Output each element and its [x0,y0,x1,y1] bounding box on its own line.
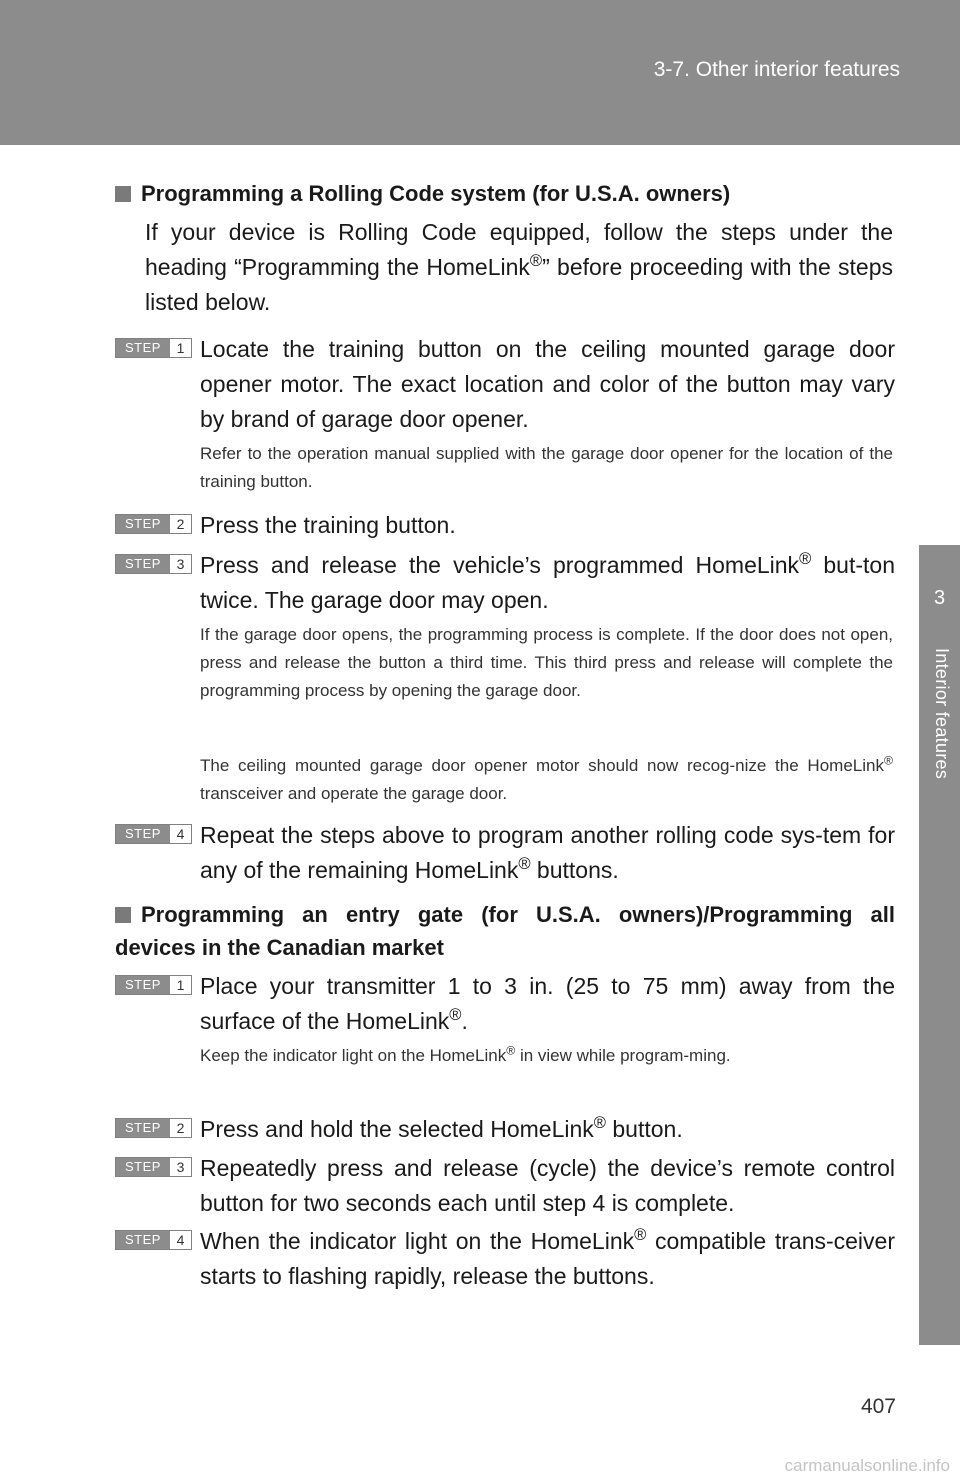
step-item [115,332,895,437]
step-text: Press the training button. [200,512,456,538]
step-badge: STEP 4 [115,1230,192,1250]
step-text: Press and hold the selected HomeLink® button. [200,1112,683,1142]
step-text: Locate the training button on the ceiling mounted garage door opener motor. The exact location and color of the button may vary by brand of garage door opener. [200,336,895,432]
section-heading-rolling-code: Programming a Rolling Code system (for U.S.A. owners) [115,177,895,210]
step-badge: STEP 3 [115,1157,192,1177]
step-text: Place your transmitter 1 to 3 in. (25 to 75 mm) away from the surface of the HomeLink®. [200,973,895,1034]
step-text: Repeat the steps above to program another rolling code sys-tem for any of the remaining HomeLink® buttons. [200,822,895,883]
chapter-number: 3 [933,587,946,609]
step-item [115,548,895,618]
step-note: If the garage door opens, the programming process is complete. If the door does not open, press and release the button a third time. This third press and release will complete the programming process by opening the garage door. [200,625,893,700]
step-badge: STEP 1 [115,338,192,358]
step-note: Refer to the operation manual supplied with the garage door opener for the location of the training button. [200,444,893,491]
chapter-label: Interior features [932,648,952,780]
registered-mark: ® [634,1224,647,1244]
step-item [115,969,895,1039]
header-title: 3-7. Other interior features [653,58,900,81]
step-badge: STEP 4 [115,824,192,844]
step-badge: STEP 3 [115,554,192,574]
step-text: Press and release the vehicle’s programmed HomeLink® but-ton twice. The garage door may open. [200,548,895,613]
page-header [0,0,960,145]
step-note: The ceiling mounted garage door opener motor should now recog-nize the HomeLink® transceiver and operate the garage door. [200,753,893,803]
registered-mark: ® [593,1112,606,1132]
page-number: 407 [860,1395,896,1418]
registered-mark: ® [506,1043,516,1058]
registered-mark: ® [883,753,893,768]
step-badge: STEP 1 [115,975,192,995]
registered-mark: ® [449,1004,462,1024]
step-text: When the indicator light on the HomeLink® compatible trans-ceiver starts to flashing rapidly, release the buttons. [200,1224,895,1289]
step-item [115,508,895,543]
step-badge: STEP 2 [115,1118,192,1138]
registered-mark: ® [529,250,543,270]
watermark-text[interactable]: carmanualsonline.info [784,1456,950,1475]
registered-mark: ® [799,548,812,568]
step-item [115,1224,895,1294]
registered-mark: ® [518,853,531,873]
step-badge: STEP 2 [115,514,192,534]
step-text: Repeatedly press and release (cycle) the device’s remote control button for two seconds each until step 4 is complete. [200,1155,895,1216]
heading-square-icon [115,186,131,202]
section-heading-entry-gate: Programming an entry gate (for U.S.A. owners)/Programming all devices in the Canadian market [115,902,895,960]
step-item [115,1151,895,1221]
step-item [115,1112,895,1147]
section-intro: If your device is Rolling Code equipped, follow the steps under the heading “Programming the HomeLink®” before proceeding with the steps listed below. [145,219,893,315]
step-note: Keep the indicator light on the HomeLink® in view while program-ming. [200,1043,731,1065]
step-item [115,818,895,888]
heading-square-icon [115,907,131,923]
